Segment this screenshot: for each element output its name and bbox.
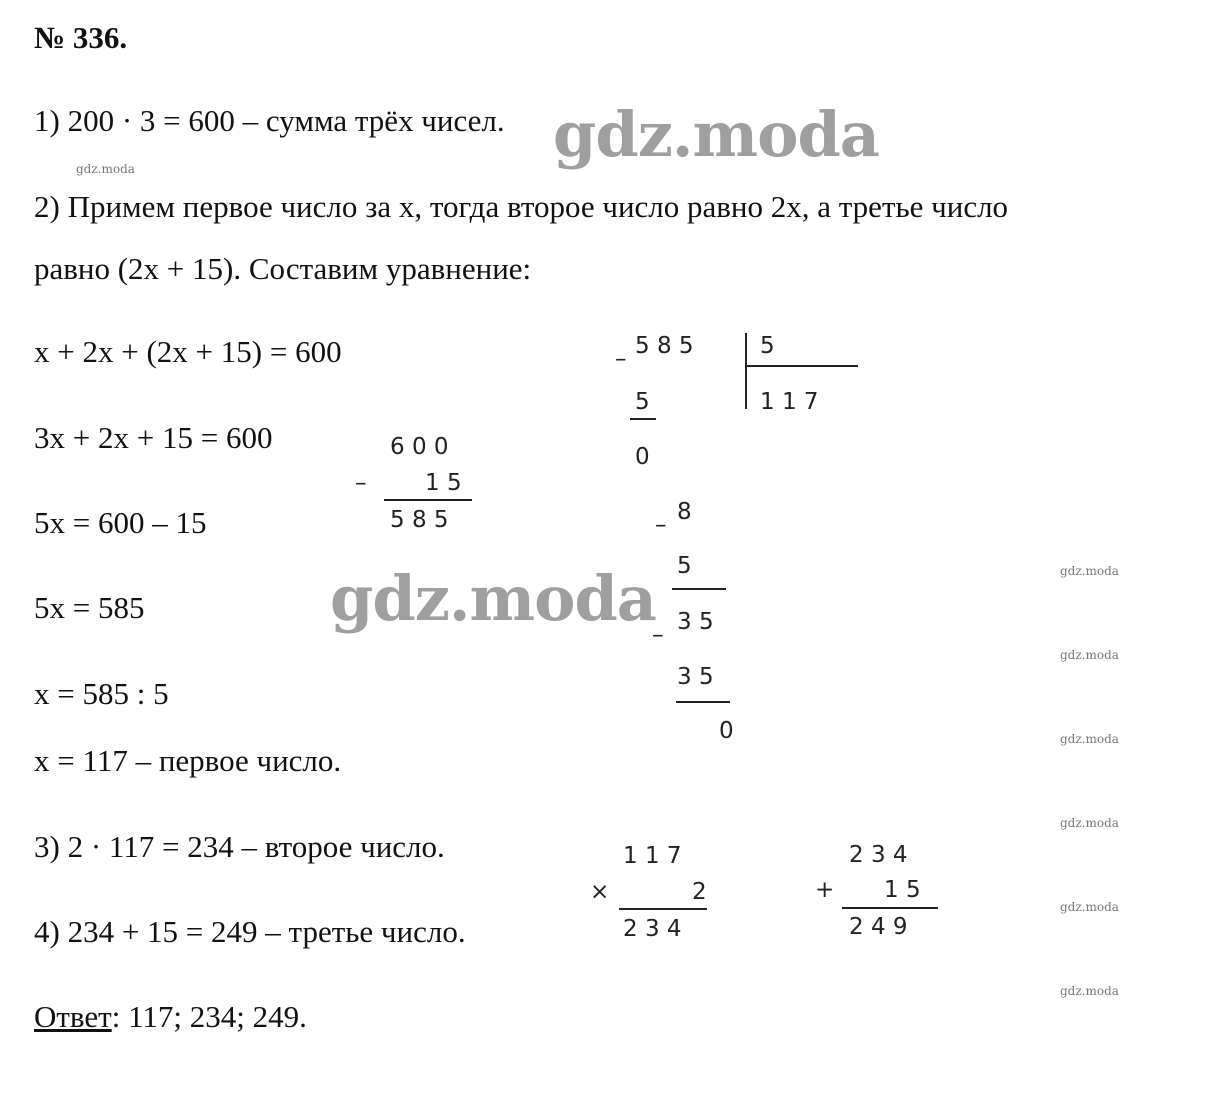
div-next-2: 8 — [677, 499, 692, 525]
step-4: 4) 234 + 15 = 249 – третье число. — [34, 914, 466, 949]
watermark-large-middle: gdz.moda — [330, 562, 656, 635]
mul-line — [619, 908, 707, 910]
div-sub-3: 3 5 — [677, 664, 714, 690]
add-line — [842, 907, 938, 909]
mul-bottom: 2 — [692, 879, 707, 905]
step-1: 1) 200 · 3 = 600 – сумма трёх чисел. — [34, 103, 505, 138]
add-bottom: 1 5 — [884, 877, 921, 903]
equation-2: 3х + 2х + 15 = 600 — [34, 420, 273, 455]
div-divisor-line — [745, 365, 858, 367]
div-sign-2: – — [655, 512, 667, 538]
div-divisor: 5 — [760, 333, 775, 359]
div-next-3: 3 5 — [677, 609, 714, 635]
watermark-small-3: gdz.moda — [1060, 648, 1119, 662]
watermark-small-2: gdz.moda — [1060, 564, 1119, 578]
div-line-1 — [630, 418, 656, 420]
answer-values: : 117; 234; 249. — [111, 999, 307, 1034]
sub-result: 5 8 5 — [390, 507, 449, 533]
watermark-small-5: gdz.moda — [1060, 816, 1119, 830]
div-dividend: 5 8 5 — [635, 333, 694, 359]
mul-top: 1 1 7 — [623, 843, 682, 869]
step-3: 3) 2 · 117 = 234 – второе число. — [34, 829, 445, 864]
mul-result: 2 3 4 — [623, 916, 682, 942]
step-2-line-2: равно (2х + 15). Составим уравнение: — [34, 251, 532, 286]
add-top: 2 3 4 — [849, 842, 908, 868]
div-rem-1: 0 — [635, 444, 650, 470]
add-result: 2 4 9 — [849, 914, 908, 940]
div-sign-3: – — [652, 622, 664, 648]
sub-top: 6 0 0 — [390, 434, 449, 460]
step-2-line-1: 2) Примем первое число за х, тогда второе число равно 2х, а третье число — [34, 189, 1009, 224]
watermark-small-7: gdz.moda — [1060, 984, 1119, 998]
equation-5: х = 585 : 5 — [34, 676, 169, 711]
watermark-small-6: gdz.moda — [1060, 900, 1119, 914]
div-rem-3: 0 — [719, 718, 734, 744]
div-line-3 — [676, 701, 730, 703]
equation-1: х + 2х + (2х + 15) = 600 — [34, 334, 342, 369]
answer-label: Ответ — [34, 999, 112, 1034]
watermark-large-top: gdz.moda — [553, 98, 879, 171]
equation-6: х = 117 – первое число. — [34, 743, 342, 778]
watermark-small-4: gdz.moda — [1060, 732, 1119, 746]
div-vertical-bar — [745, 333, 747, 409]
sub-sign: – — [355, 470, 367, 496]
page-title: № 336. — [34, 20, 128, 55]
equation-4: 5х = 585 — [34, 590, 145, 625]
sub-bottom: 1 5 — [425, 470, 462, 496]
div-sub-1: 5 — [635, 389, 650, 415]
div-sub-2: 5 — [677, 553, 692, 579]
mul-sign: × — [590, 879, 610, 905]
equation-3: 5х = 600 – 15 — [34, 505, 207, 540]
answer — [34, 999, 307, 1035]
add-sign: + — [815, 877, 835, 903]
div-sign-1: – — [615, 346, 627, 372]
div-line-2 — [672, 588, 726, 590]
watermark-small-1: gdz.moda — [76, 162, 135, 176]
sub-line — [384, 499, 472, 501]
div-quotient: 1 1 7 — [760, 389, 819, 415]
